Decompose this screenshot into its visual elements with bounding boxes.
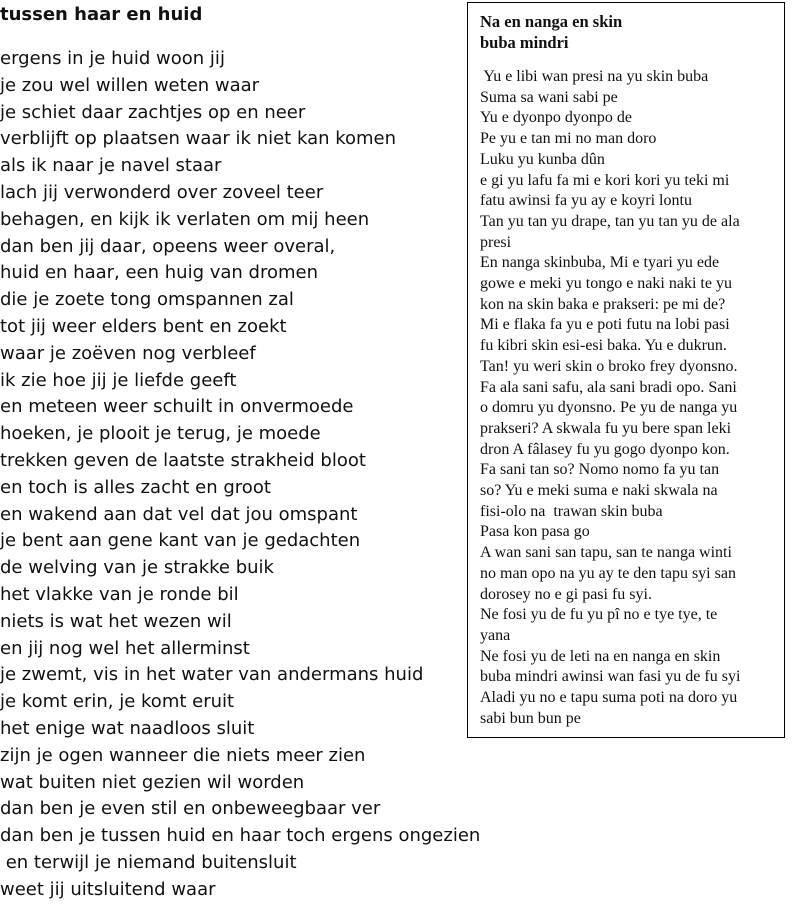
translation-lines (480, 67, 774, 730)
translation-line: Ne fosi yu de fu yu pî no e tye tye, te (480, 606, 718, 624)
translation-line: Aladi yu no e tapu suma poti na doro yu (480, 689, 738, 707)
translation-line: prakseri? A skwala fu yu bere span leki (480, 419, 732, 437)
translation-box (467, 2, 785, 738)
translation-line: Luku yu kunba dûn (480, 150, 605, 168)
poem-line: de welving van je strakke buik (0, 557, 274, 579)
translation-line: Pe yu e tan mi no man doro (480, 130, 657, 148)
poem-line: trekken geven de laatste strakheid bloot (0, 449, 366, 471)
translation-line: sabi bun bun pe (480, 709, 581, 727)
translation-line: A wan sani san tapu, san te nanga winti (480, 544, 732, 562)
poem-line: en terwijl je niemand buitensluit (0, 851, 297, 873)
poem-line: en wakend aan dat vel dat jou omspant (0, 503, 358, 525)
poem-line: weet jij uitsluitend waar (0, 878, 216, 900)
poem-line: huid en haar, een huig van dromen (0, 262, 318, 284)
poem-line: je zou wel willen weten waar (0, 74, 260, 96)
translation-line: Fa ala sani safu, ala sani bradi opo. Sani (480, 378, 737, 396)
translation-line: dron A fâlasey fu yu gogo dyonpo kon. (480, 440, 730, 458)
translation-line: presi (480, 233, 512, 251)
poem-line: ergens in je huid woon jij (0, 48, 225, 69)
translation-line: Suma sa wani sabi pe (480, 88, 618, 106)
translation-line: o domru yu dyonsno. Pe yu de nanga yu (480, 399, 738, 417)
poem-line: als ik naar je navel staar (0, 155, 222, 177)
poem-title: tussen haar en huid (0, 4, 203, 25)
poem-line: waar je zoëven nog verbleef (0, 342, 256, 364)
translation-line: Ne fosi yu de leti na en nanga en skin (480, 647, 721, 665)
poem-line: je komt erin, je komt eruit (0, 691, 235, 713)
poem-line: dan ben je even stil en onbeweegbaar ver (0, 798, 381, 820)
poem-line: tot jij weer elders bent en zoekt (0, 315, 287, 337)
poem-line: niets is wat het wezen wil (0, 610, 232, 632)
poem-line: behagen, en kijk ik verlaten om mij heen (0, 208, 370, 230)
translation-line: buba mindri awinsi wan fasi yu de fu syi (480, 668, 741, 686)
translation-line: Mi e flaka fa yu e poti futu na lobi pasi (480, 316, 730, 334)
poem-lines (0, 46, 500, 904)
translation-line: Tan! yu weri skin o broko frey dyonsno. (480, 357, 738, 375)
translation-line: fisi-olo na trawan skin buba (480, 502, 663, 520)
poem-line: zijn je ogen wanneer die niets meer zien (0, 744, 366, 766)
translation-line: gowe e meki yu tongo e naki naki te yu (480, 275, 732, 293)
translation-line: Yu e dyonpo dyonpo de (480, 109, 632, 127)
translation-line: Fa sani tan so? Nomo nomo fa yu tan (480, 461, 720, 479)
translation-line: fatu awinsi fa yu ay e koyri lontu (480, 192, 692, 210)
poem-line: ik zie hoe jij je liefde geeft (0, 369, 237, 391)
poem-line: je schiet daar zachtjes op en neer (0, 101, 306, 123)
translation-line: fu kibri skin esi-esi baka. Yu e dukrun. (480, 337, 727, 355)
translation-line: Pasa kon pasa go (480, 523, 590, 541)
translation-line: so? Yu e meki suma e naki skwala na (480, 482, 718, 500)
translation-line: En nanga skinbuba, Mi e tyari yu ede (480, 254, 720, 272)
poem-line: verblijft op plaatsen waar ik niet kan komen (0, 128, 397, 150)
poem-line: het vlakke van je ronde bil (0, 583, 239, 605)
poem-line: die je zoete tong omspannen zal (0, 289, 294, 311)
poem-line: wat buiten niet gezien wil worden (0, 771, 305, 793)
poem-line: en toch is alles zacht en groot (0, 476, 271, 498)
poem-line: dan ben je tussen huid en haar toch ergens ongezien (0, 825, 481, 847)
translation-line: Yu e libi wan presi na yu skin buba (480, 68, 709, 85)
translation-line: yana (480, 626, 511, 644)
poem-line: en jij nog wel het allerminst (0, 637, 250, 659)
poem-line: je bent aan gene kant van je gedachten (0, 530, 361, 552)
poem-line: dan ben jij daar, opeens weer overal, (0, 235, 336, 257)
poem-line: lach jij verwonderd over zoveel teer (0, 181, 324, 203)
poem-line: je zwemt, vis in het water van andermans huid (0, 664, 424, 686)
translation-title: Na en nanga en skin buba mindri (480, 12, 623, 52)
poem-line: het enige wat naadloos sluit (0, 717, 255, 739)
translation-line: dorosey no e gi pasi fu syi. (480, 585, 652, 603)
dutch-poem (0, 2, 500, 904)
translation-line: kon na skin baka e prakseri: pe mi de? (480, 295, 726, 313)
translation-line: e gi yu lafu fa mi e kori kori yu teki mi (480, 171, 730, 189)
poem-line: en meteen weer schuilt in onvermoede (0, 396, 354, 418)
poem-line: hoeken, je plooit je terug, je moede (0, 423, 321, 445)
translation-line: no man opo na yu ay te den tapu syi san (480, 564, 736, 582)
translation-line: Tan yu tan yu drape, tan yu tan yu de ala (480, 212, 740, 230)
